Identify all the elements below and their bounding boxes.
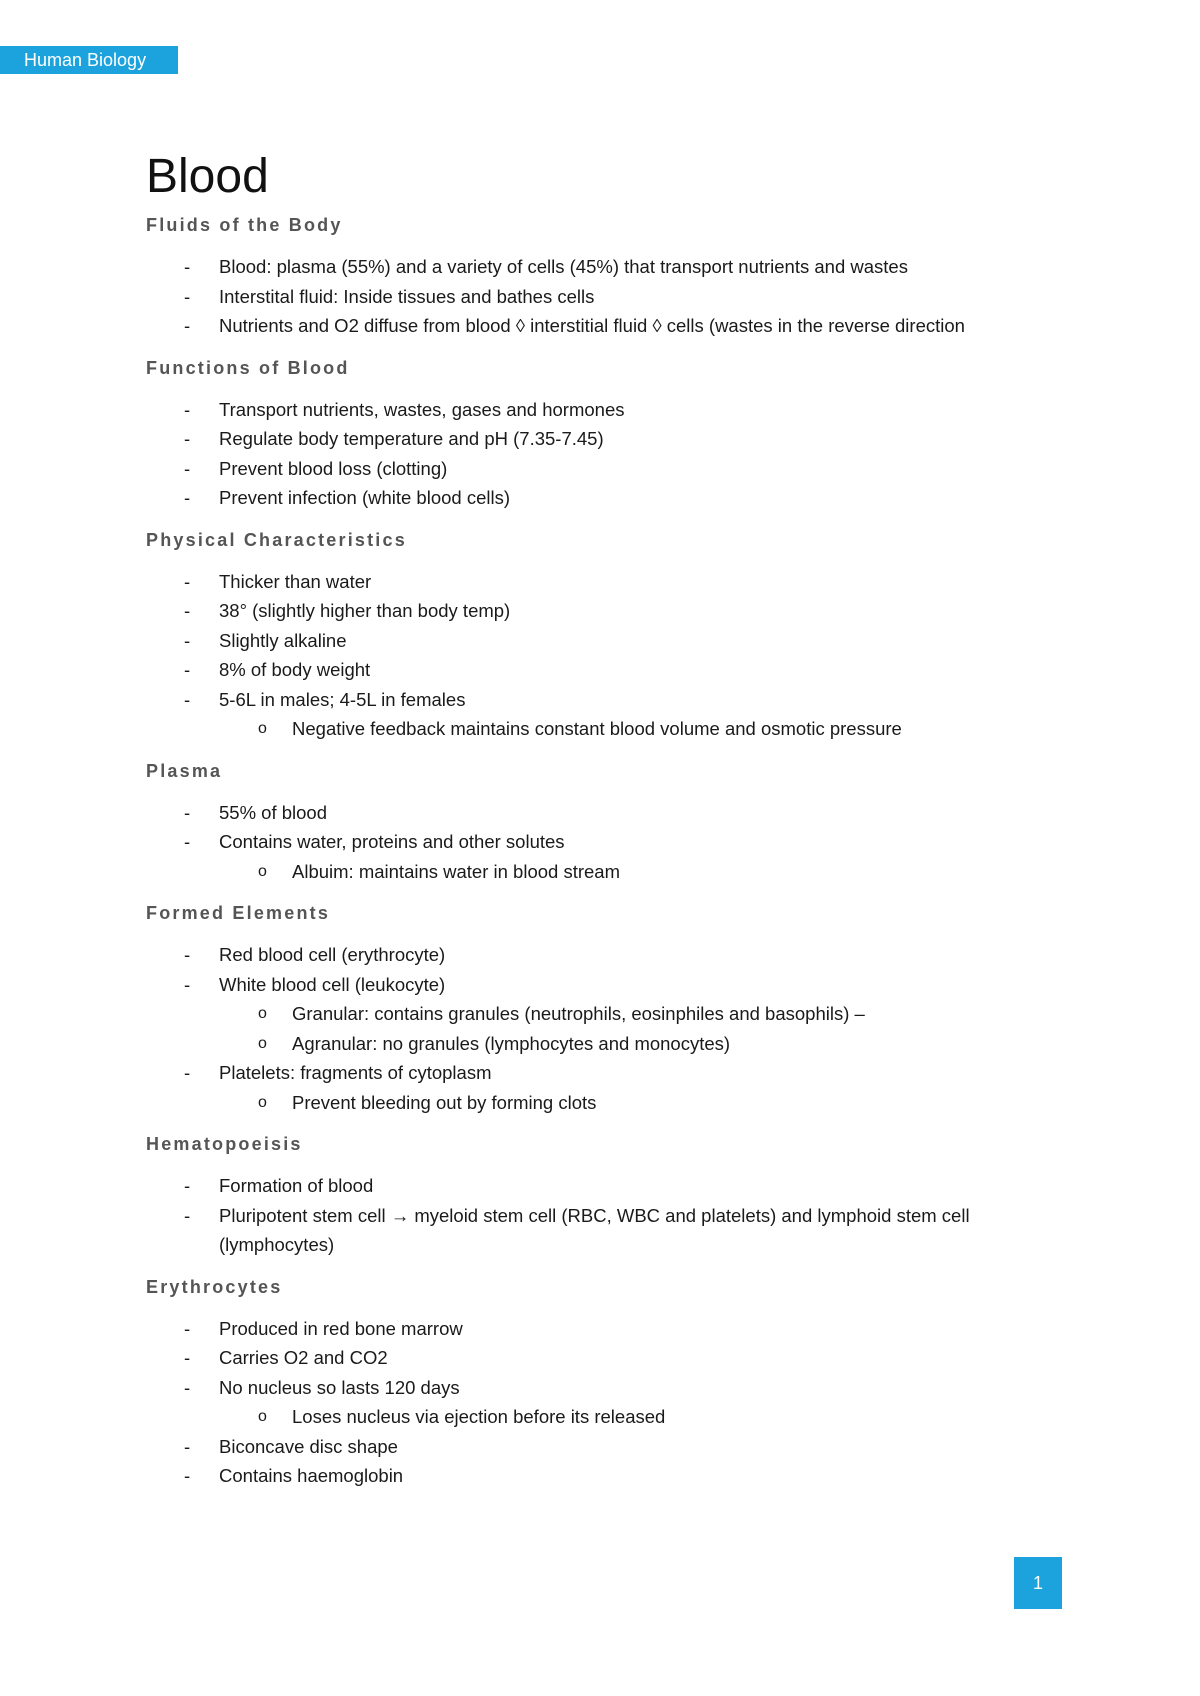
list-item xyxy=(146,1461,1086,1491)
list-item xyxy=(146,395,1086,425)
bullet-list xyxy=(146,940,1086,1117)
list-item xyxy=(146,311,1086,341)
list-item xyxy=(146,798,1086,828)
list-item xyxy=(146,567,1086,597)
section-heading: Plasma xyxy=(146,760,223,781)
list-item-text: Biconcave disc shape xyxy=(219,1435,398,1457)
sub-list-item: o Albuim: maintains water in blood stream xyxy=(146,857,1086,887)
list-item-text: Contains haemoglobin xyxy=(219,1465,404,1486)
list-item-text: White blood cell (leukocyte) xyxy=(219,973,446,995)
sub-list-item: o Loses nucleus via ejection before its released xyxy=(146,1402,1086,1432)
list-item xyxy=(146,970,1086,1059)
section-heading: Functions of Blood xyxy=(146,357,350,378)
list-item xyxy=(146,252,1086,282)
section-heading: Physical Characteristics xyxy=(146,529,407,550)
list-item xyxy=(146,1373,1086,1432)
list-item xyxy=(146,1201,1086,1260)
sub-list xyxy=(219,1402,1086,1432)
sub-list xyxy=(219,857,1086,887)
list-item-text: Thicker than water xyxy=(219,570,372,592)
list-item-text: Contains water, proteins and other solutes xyxy=(219,831,565,852)
list-item-text: Produced in red bone marrow xyxy=(219,1317,463,1339)
section-heading: Hematopoeisis xyxy=(146,1134,303,1154)
list-item xyxy=(146,483,1086,513)
list-item xyxy=(146,1058,1086,1117)
list-item-text: Carries O2 and CO2 xyxy=(219,1347,388,1368)
list-item-text: 38° (slightly higher than body temp) xyxy=(219,600,511,621)
sub-list-item: o Granular: contains granules (neutrophils, eosinphiles and basophils) – xyxy=(146,999,1086,1029)
section-heading: Fluids of the Body xyxy=(146,215,343,235)
list-item-text: Transport nutrients, wastes, gases and hormones xyxy=(219,398,625,420)
list-item xyxy=(146,424,1086,454)
page-number: 1 xyxy=(1014,1557,1062,1609)
list-item xyxy=(146,282,1086,312)
list-item xyxy=(146,1171,1086,1201)
section-heading: Formed Elements xyxy=(146,903,331,923)
header-tag: Human Biology xyxy=(0,46,178,74)
list-item-text: No nucleus so lasts 120 days xyxy=(219,1376,460,1398)
list-item-text: Prevent blood loss (clotting) xyxy=(219,457,448,479)
list-item-text: 8% of body weight xyxy=(219,659,371,680)
list-item-text: Platelets: fragments of cytoplasm xyxy=(219,1062,492,1083)
sub-list-item: o Negative feedback maintains constant blood volume and osmotic pressure xyxy=(146,714,1086,744)
list-item-text: Prevent infection (white blood cells) xyxy=(219,487,511,508)
list-item xyxy=(146,1343,1086,1373)
bullet-list xyxy=(146,1314,1086,1491)
list-item xyxy=(146,454,1086,484)
bullet-list xyxy=(146,798,1086,887)
sections-container xyxy=(146,212,1086,1491)
bullet-list xyxy=(146,567,1086,744)
list-item-text: Pluripotent stem cell → myeloid stem cell (RBC, WBC and platelets) and lymphoid stem cell (lymphocytes) xyxy=(219,1204,970,1255)
sub-list xyxy=(219,1088,1086,1118)
list-item-text: Formation of blood xyxy=(219,1175,374,1196)
list-item xyxy=(146,827,1086,886)
list-item-text: 55% of blood xyxy=(219,801,328,823)
list-item xyxy=(146,1432,1086,1462)
list-item xyxy=(146,626,1086,656)
list-item-text: Blood: plasma (55%) and a variety of cells (45%) that transport nutrients and wastes xyxy=(219,256,908,277)
sub-list-item: o Prevent bleeding out by forming clots xyxy=(146,1088,1086,1118)
list-item xyxy=(146,655,1086,685)
list-item xyxy=(146,940,1086,970)
list-item-text: Nutrients and O2 diffuse from blood ◊ interstitial fluid ◊ cells (wastes in the reverse direction xyxy=(219,315,965,336)
list-item xyxy=(146,685,1086,744)
sub-list xyxy=(219,999,1086,1058)
bullet-list xyxy=(146,1171,1086,1260)
document-title: Blood xyxy=(146,150,269,203)
list-item-text: Slightly alkaline xyxy=(219,629,347,651)
section-heading: Erythrocytes xyxy=(146,1276,283,1297)
list-item-text: Red blood cell (erythrocyte) xyxy=(219,944,446,965)
list-item-text: 5-6L in males; 4-5L in females xyxy=(219,688,466,710)
sub-list xyxy=(219,714,1086,744)
list-item-text: Interstital fluid: Inside tissues and bathes cells xyxy=(219,285,595,307)
list-item-text: Regulate body temperature and pH (7.35-7.45) xyxy=(219,428,604,449)
list-item xyxy=(146,1314,1086,1344)
list-item xyxy=(146,596,1086,626)
bullet-list xyxy=(146,395,1086,513)
bullet-list xyxy=(146,252,1086,341)
sub-list-item: o Agranular: no granules (lymphocytes and monocytes) xyxy=(146,1029,1086,1059)
document-body xyxy=(146,148,1086,1491)
